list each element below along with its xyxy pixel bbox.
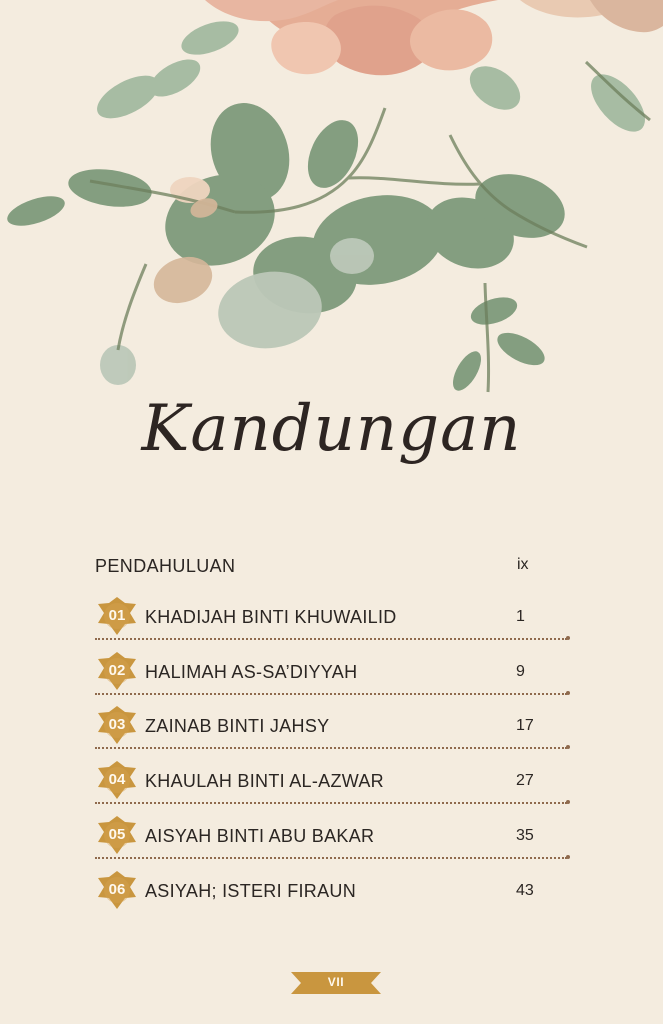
chapter-title: HALIMAH AS-SA’DIYYAH bbox=[145, 662, 358, 682]
dotted-divider bbox=[95, 857, 567, 859]
chapter-page: 1 bbox=[516, 608, 525, 625]
dotted-divider bbox=[95, 802, 567, 804]
page-number: VII bbox=[327, 975, 345, 989]
page-title: Kandungan bbox=[141, 392, 522, 466]
chapter-number: 06 bbox=[108, 881, 126, 898]
toc-entry-02 bbox=[95, 651, 570, 706]
chapter-title: ASIYAH; ISTERI FIRAUN bbox=[145, 881, 356, 901]
dotted-divider bbox=[95, 638, 567, 640]
toc-entry-06 bbox=[95, 870, 570, 925]
dotted-divider bbox=[95, 747, 567, 749]
chapter-title: KHAULAH BINTI AL-AZWAR bbox=[145, 771, 384, 791]
chapter-page: 9 bbox=[516, 663, 525, 680]
chapter-number: 04 bbox=[108, 771, 126, 788]
chapter-title: KHADIJAH BINTI KHUWAILID bbox=[145, 607, 397, 627]
chapter-number: 02 bbox=[108, 662, 126, 679]
toc-intro-label: PENDAHULUAN bbox=[95, 556, 236, 576]
page-number-banner bbox=[291, 972, 381, 994]
floral-decoration bbox=[0, 0, 663, 410]
chapter-page: 17 bbox=[516, 717, 534, 734]
toc-entry-01 bbox=[95, 596, 570, 651]
chapter-badge bbox=[97, 815, 137, 855]
chapter-title: AISYAH BINTI ABU BAKAR bbox=[145, 826, 375, 846]
toc-intro-page: ix bbox=[517, 556, 529, 573]
chapter-badge bbox=[97, 651, 137, 691]
toc-entry-04 bbox=[95, 760, 570, 815]
chapter-badge bbox=[97, 870, 137, 910]
chapter-page: 43 bbox=[516, 882, 534, 899]
toc-entry-03 bbox=[95, 705, 570, 760]
chapter-page: 35 bbox=[516, 827, 534, 844]
chapter-badge bbox=[97, 596, 137, 636]
chapter-number: 01 bbox=[108, 607, 126, 624]
toc-intro-row bbox=[95, 550, 570, 584]
chapter-number: 03 bbox=[108, 716, 126, 733]
toc-entry-05 bbox=[95, 815, 570, 870]
chapter-number: 05 bbox=[108, 826, 126, 843]
chapter-title: ZAINAB BINTI JAHSY bbox=[145, 716, 330, 736]
dotted-divider bbox=[95, 693, 567, 695]
chapter-badge bbox=[97, 705, 137, 745]
chapter-page: 27 bbox=[516, 772, 534, 789]
chapter-badge bbox=[97, 760, 137, 800]
